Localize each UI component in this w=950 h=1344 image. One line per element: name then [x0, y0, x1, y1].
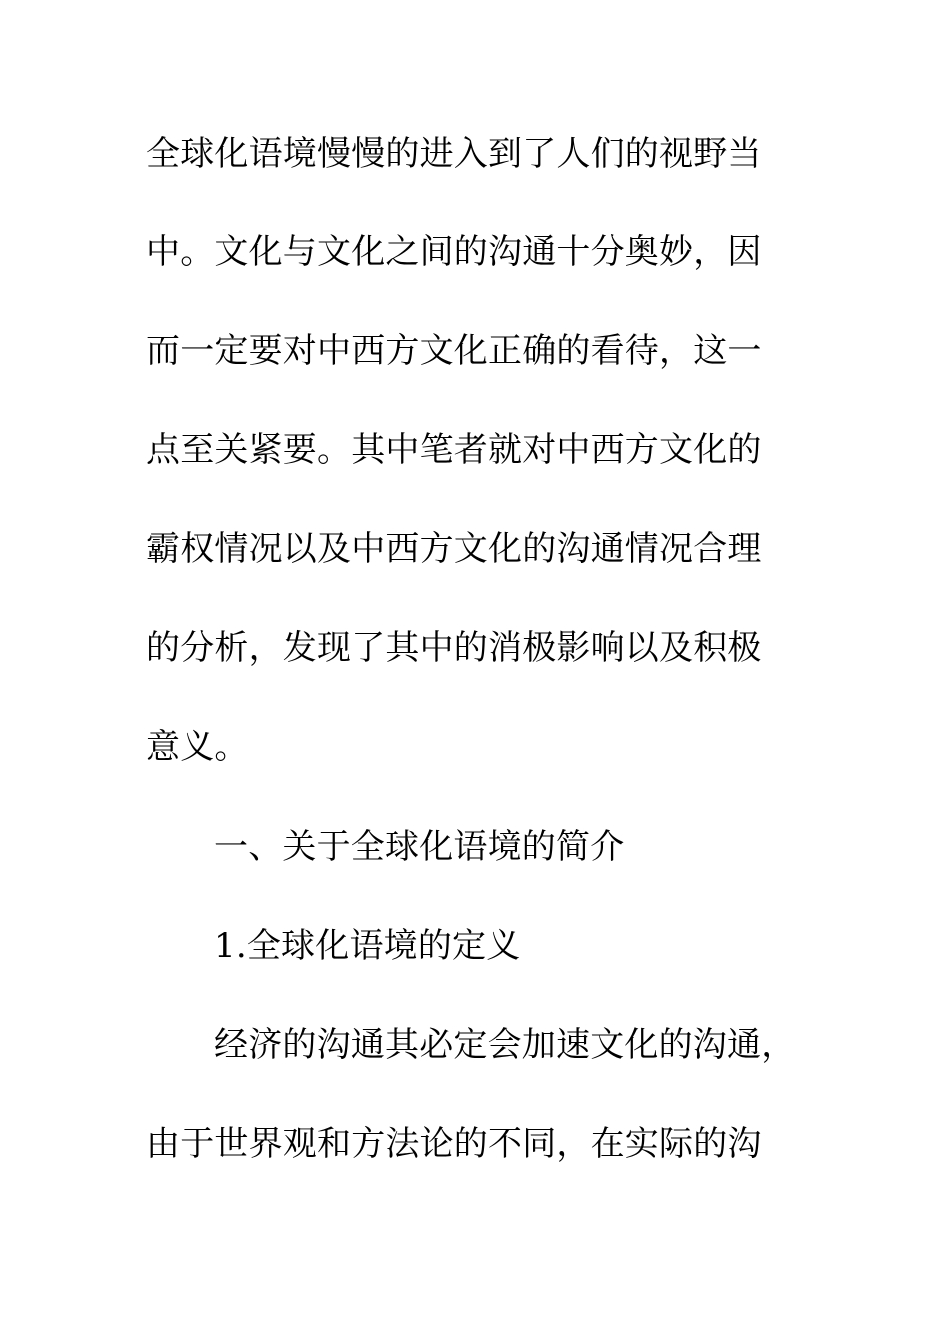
body-text-line: 全球化语境慢慢的进入到了人们的视野当 — [146, 134, 762, 174]
body-text-line: 而一定要对中西方文化正确的看待，这一 — [146, 331, 762, 371]
body-text-line: 的分析，发现了其中的消极影响以及积极 — [146, 628, 762, 668]
body-text-line: 霸权情况以及中西方文化的沟通情况合理 — [146, 529, 762, 569]
body-text-line: 意义。 — [146, 727, 249, 767]
section-heading: 一、关于全球化语境的简介 — [214, 827, 625, 867]
subsection-heading: 1.全球化语境的定义 — [214, 926, 521, 966]
body-text-line: 中。文化与文化之间的沟通十分奥妙，因 — [146, 232, 762, 272]
body-text-line: 点至关紧要。其中笔者就对中西方文化的 — [146, 430, 762, 470]
body-text-line: 由于世界观和方法论的不同，在实际的沟 — [146, 1124, 762, 1164]
body-text-line: 经济的沟通其必定会加速文化的沟通， — [214, 1025, 796, 1065]
